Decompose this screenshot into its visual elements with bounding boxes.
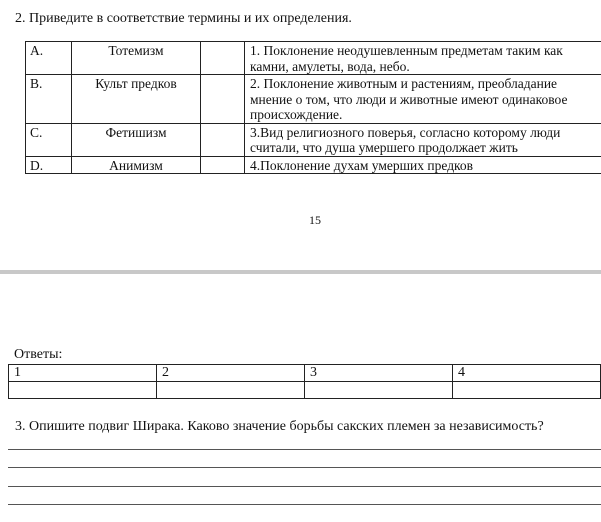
table-row <box>26 156 601 174</box>
table-row <box>26 42 601 75</box>
answer-cell[interactable] <box>157 382 305 399</box>
row-letter: A. <box>26 42 72 75</box>
page-number: 15 <box>309 213 321 227</box>
table-row <box>26 75 601 124</box>
answer-header: 1 <box>9 365 157 382</box>
row-definition: 4.Поклонение духам умерших предков <box>245 156 601 174</box>
answer-cell[interactable] <box>305 382 453 399</box>
answer-line <box>8 449 601 450</box>
answer-line <box>8 467 601 468</box>
row-term: Тотемизм <box>72 42 201 75</box>
matching-table <box>25 41 601 174</box>
answer-line <box>8 504 601 505</box>
blank-cell <box>201 156 245 174</box>
page-divider <box>0 270 601 274</box>
row-definition: 3.Вид религиозного поверья, согласно которому люди считали, что душа умершего продолжает жить <box>245 123 601 156</box>
answer-line <box>8 486 601 487</box>
blank-cell <box>201 123 245 156</box>
question-2-title: 2. Приведите в соответствие термины и их определения. <box>15 11 352 26</box>
blank-cell <box>201 75 245 124</box>
answers-label: Ответы: <box>14 347 63 362</box>
question-3-title: 3. Опишите подвиг Ширака. Каково значение борьбы сакских племен за независимость? <box>15 419 544 434</box>
row-letter: B. <box>26 75 72 124</box>
answer-header: 4 <box>453 365 601 382</box>
answer-header: 3 <box>305 365 453 382</box>
answers-table <box>8 364 601 399</box>
answer-header: 2 <box>157 365 305 382</box>
answer-cell[interactable] <box>9 382 157 399</box>
row-definition: 1. Поклонение неодушевленным предметам таким как камни, амулеты, вода, небо. <box>245 42 601 75</box>
table-row <box>26 123 601 156</box>
blank-cell <box>201 42 245 75</box>
row-letter: D. <box>26 156 72 174</box>
table-row <box>9 382 601 399</box>
row-letter: C. <box>26 123 72 156</box>
row-definition: 2. Поклонение животным и растениям, преобладание мнение о том, что люди и животные имеют одинаковое происхождение. <box>245 75 601 124</box>
row-term: Анимизм <box>72 156 201 174</box>
answer-cell[interactable] <box>453 382 601 399</box>
row-term: Фетишизм <box>72 123 201 156</box>
table-row <box>9 365 601 382</box>
row-term: Культ предков <box>72 75 201 124</box>
